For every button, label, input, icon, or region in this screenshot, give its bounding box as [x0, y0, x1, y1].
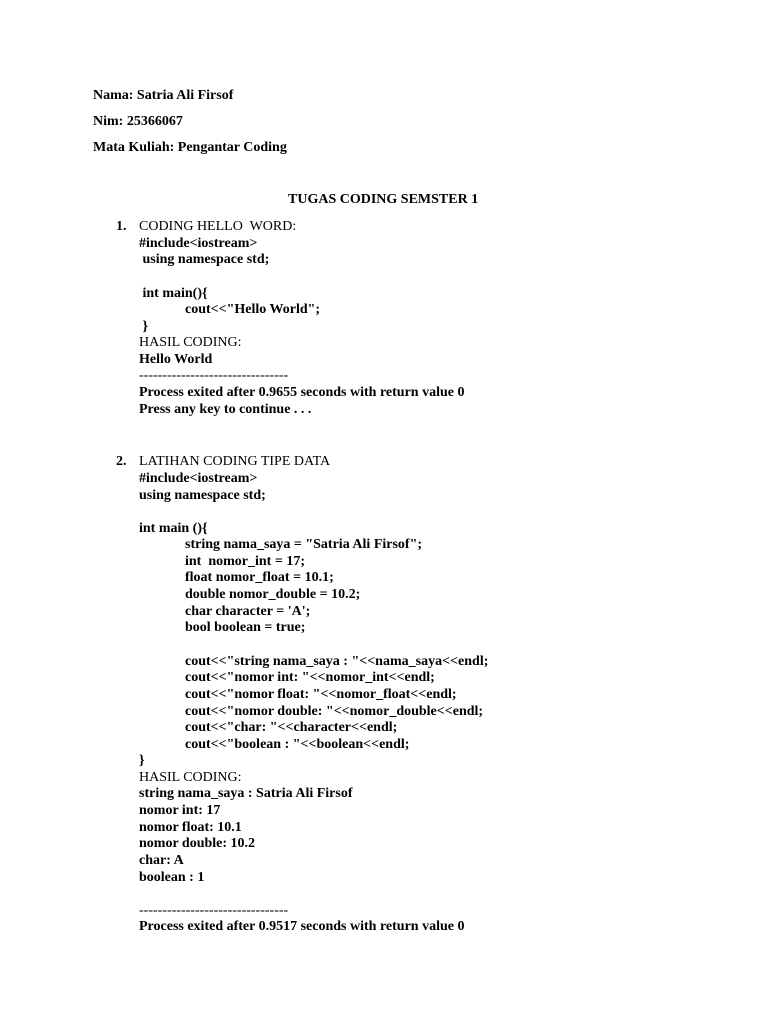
code-line: #include<iostream>: [139, 471, 258, 486]
code-line: char character = 'A';: [185, 604, 311, 619]
code-line: #include<iostream>: [139, 236, 258, 251]
output-line: Hello World: [139, 352, 213, 367]
output-line: boolean : 1: [139, 870, 205, 885]
code-line: cout<<"char: "<<character<<endl;: [185, 720, 398, 735]
student-nim: Nim: 25366067: [93, 114, 183, 129]
output-line: nomor float: 10.1: [139, 820, 242, 835]
output-line: nomor double: 10.2: [139, 836, 256, 851]
code-line: using namespace std;: [139, 488, 266, 503]
code-line: cout<<"nomor float: "<<nomor_float<<endl;: [185, 687, 457, 702]
code-line: cout<<"nomor int: "<<nomor_int<<endl;: [185, 670, 435, 685]
page-title: TUGAS CODING SEMSTER 1: [288, 192, 479, 207]
code-line: }: [139, 753, 145, 768]
output-line: Process exited after 0.9655 seconds with return value 0: [139, 385, 465, 400]
section-2-heading: LATIHAN CODING TIPE DATA: [139, 454, 331, 469]
section-2-number: 2.: [116, 454, 127, 469]
code-line: cout<<"boolean : "<<boolean<<endl;: [185, 737, 410, 752]
code-line: cout<<"string nama_saya : "<<nama_saya<<endl;: [185, 654, 489, 669]
code-line: cout<<"Hello World";: [185, 302, 321, 317]
code-line: string nama_saya = "Satria Ali Firsof";: [185, 537, 423, 552]
code-line: cout<<"nomor double: "<<nomor_double<<endl;: [185, 704, 484, 719]
code-line: int main(){: [139, 286, 208, 301]
code-line: int nomor_int = 17;: [185, 554, 305, 569]
output-divider: --------------------------------: [139, 903, 289, 918]
code-line: using namespace std;: [139, 252, 270, 267]
code-line: }: [139, 319, 149, 334]
code-line: float nomor_float = 10.1;: [185, 570, 334, 585]
student-name: Nama: Satria Ali Firsof: [93, 88, 234, 103]
output-line: Process exited after 0.9517 seconds with return value 0: [139, 919, 465, 934]
output-line: Press any key to continue . . .: [139, 402, 312, 417]
section-1-heading: CODING HELLO WORD:: [139, 219, 297, 234]
code-line: double nomor_double = 10.2;: [185, 587, 361, 602]
course-name: Mata Kuliah: Pengantar Coding: [93, 140, 287, 155]
result-label: HASIL CODING:: [139, 335, 242, 350]
section-1-number: 1.: [116, 219, 127, 234]
result-label: HASIL CODING:: [139, 770, 242, 785]
code-line: bool boolean = true;: [185, 620, 306, 635]
output-line: string nama_saya : Satria Ali Firsof: [139, 786, 353, 801]
output-line: char: A: [139, 853, 184, 868]
code-line: int main (){: [139, 521, 208, 536]
output-line: nomor int: 17: [139, 803, 221, 818]
output-divider: --------------------------------: [139, 368, 289, 383]
